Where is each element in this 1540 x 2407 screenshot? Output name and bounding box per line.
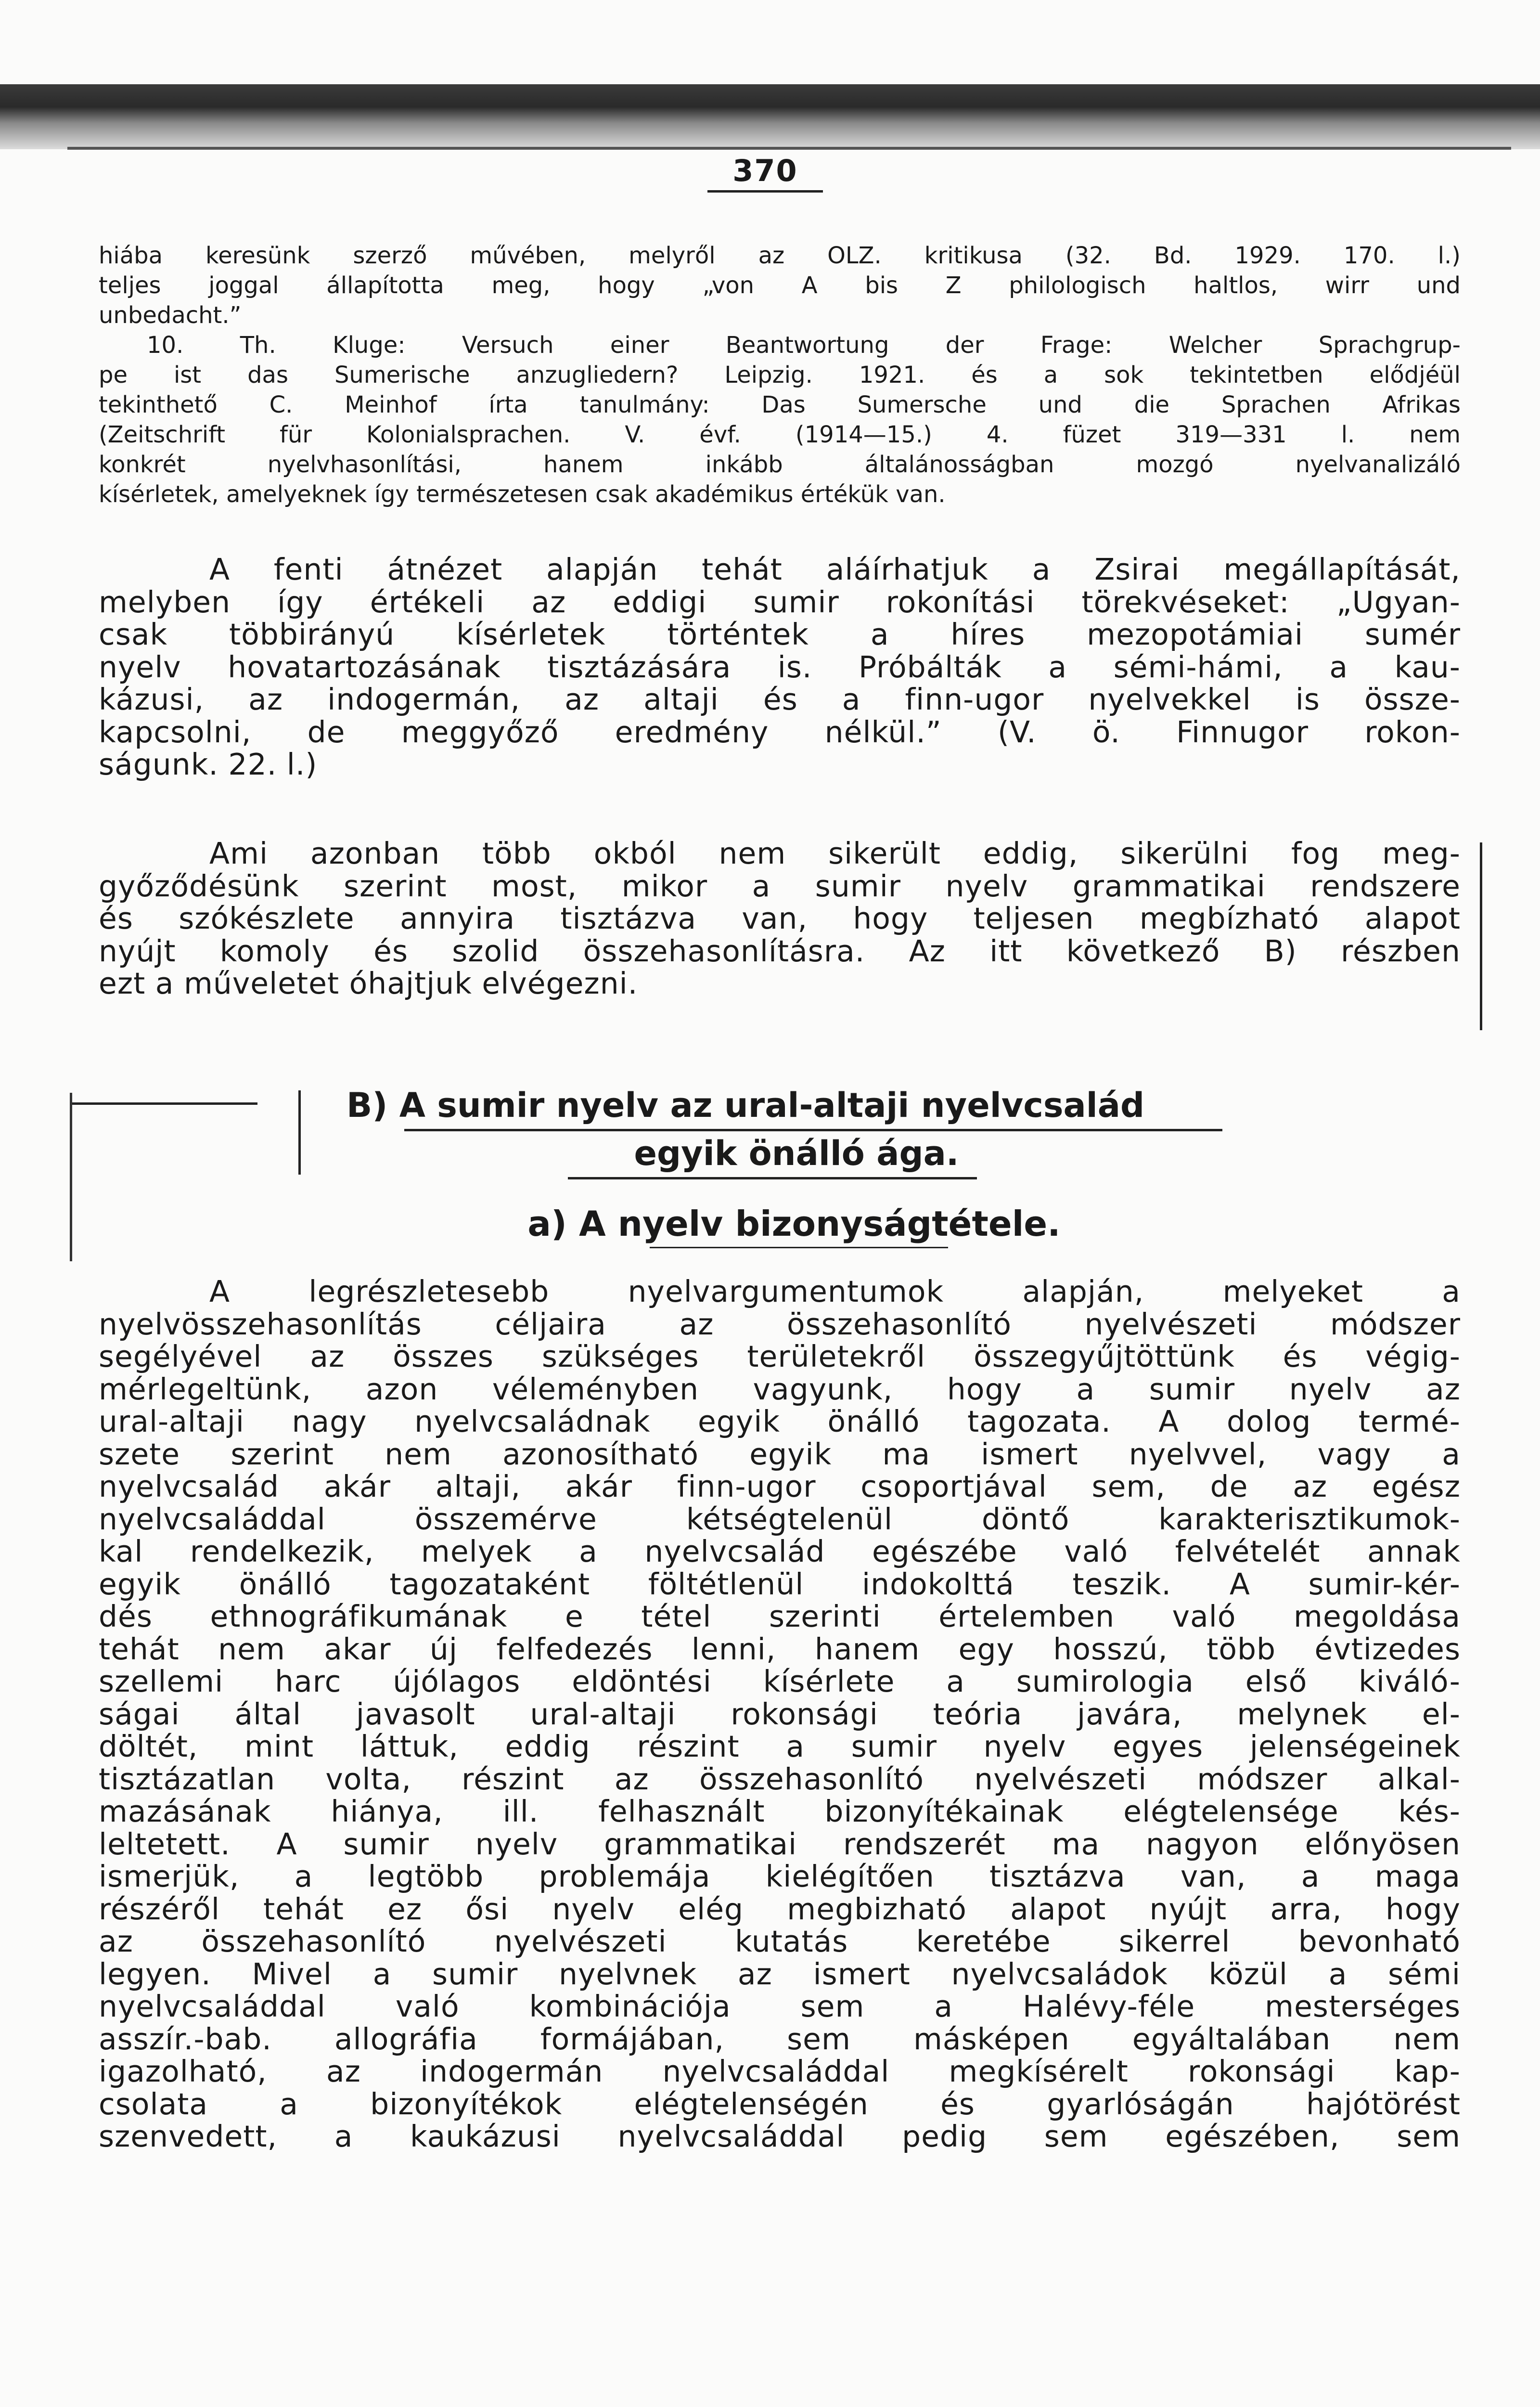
paragraph-line: nyelv hovatartozásának tisztázására is. Próbálták a sémi-hámi, a kau-: [99, 649, 1461, 685]
paragraph-line: tehát nem akar új felfedezés lenni, hanem egy hosszú, több évtizedes: [99, 1631, 1461, 1667]
paragraph-line: és szókészlete annyira tisztázva van, hogy teljesen megbízható alapot: [99, 901, 1461, 936]
paragraph-line: csak többirányú kísérletek történtek a híres mezopotámiai sumér: [99, 617, 1461, 652]
paragraph-line: asszír.-bab. allográfia formájában, sem másképen egyáltalában nem: [99, 2021, 1461, 2057]
paragraph-line: segélyével az összes szükséges területekről összegyűjtöttünk és végig-: [99, 1339, 1461, 1374]
section-heading-continued: egyik önálló ága.: [634, 1134, 959, 1173]
paragraph-line: szellemi harc újólagos eldöntési kísérlete a sumirologia első kiváló-: [99, 1664, 1461, 1699]
footnote-line: kísérletek, amelyeknek így természetesen csak akadémikus értékük van.: [99, 481, 946, 508]
paragraph-line: A fenti átnézet alapján tehát aláírhatjuk a Zsirai megállapítását,: [209, 552, 1461, 587]
footnote-line: 10. Th. Kluge: Versuch einer Beantwortung der Frage: Welcher Sprachgrup-: [147, 332, 1461, 359]
page-number: 370: [732, 153, 798, 188]
subsection-heading: a) A nyelv bizonyságtétele.: [527, 1204, 1061, 1244]
paragraph-line: ural-altaji nagy nyelvcsaládnak egyik önálló tagozata. A dolog termé-: [99, 1404, 1461, 1439]
paragraph-line: Ami azonban több okból nem sikerült eddig, sikerülni fog meg-: [209, 836, 1461, 871]
paragraph-line: ismerjük, a legtöbb problemája kielégítően tisztázva van, a maga: [99, 1859, 1461, 1894]
paragraph-line: nyelvösszehasonlítás céljaira az összehasonlító nyelvészeti módszer: [99, 1307, 1461, 1342]
paragraph-line: kapcsolni, de meggyőző eredmény nélkül.” (V. ö. Finnugor rokon-: [99, 714, 1461, 750]
section-heading-underline-2: [568, 1177, 977, 1179]
paragraph-2: [99, 838, 1461, 1000]
paragraph-3: [99, 1276, 1461, 2153]
paragraph-1: [99, 554, 1461, 781]
paragraph-line: melyben így értékeli az eddigi sumir rokonítási törekvéseket: „Ugyan-: [99, 584, 1461, 620]
scan-top-band: [0, 84, 1540, 149]
paragraph-line: legyen. Mivel a sumir nyelvnek az ismert nyelvcsaládok közül a sémi: [99, 1956, 1461, 1992]
section-heading-underline: [404, 1129, 1222, 1131]
paragraph-line: mazásának hiánya, ill. felhasznált bizonyítékainak elégtelensége kés-: [99, 1794, 1461, 1829]
footnote-line: (Zeitschrift für Kolonialsprachen. V. évf. (1914—15.) 4. füzet 319—331 l. nem: [99, 421, 1461, 448]
paragraph-line: mérlegeltünk, azon véleményben vagyunk, hogy a sumir nyelv az: [99, 1372, 1461, 1407]
paragraph-line: tisztázatlan volta, részint az összehasonlító nyelvészeti módszer alkal-: [99, 1761, 1461, 1797]
section-heading: B) A sumir nyelv az ural-altaji nyelvcsalád: [346, 1086, 1145, 1125]
paragraph-line: csolata a bizonyítékok elégtelenségén és gyarlóságán hajótörést: [99, 2086, 1461, 2122]
heading-bracket: [70, 1102, 257, 1105]
subsection-heading-underline: [650, 1247, 948, 1248]
paragraph-line: részéről tehát ez ősi nyelv elég megbizható alapot nyújt arra, hogy: [99, 1891, 1461, 1927]
footnote-line: pe ist das Sumerische anzugliedern? Leipzig. 1921. és a sok tekintetben elődjéül: [99, 362, 1461, 388]
paragraph-line: nyelvcsaláddal összemérve kétségtelenül döntő karakterisztikumok-: [99, 1501, 1461, 1537]
margin-bar: [1480, 842, 1482, 1030]
footnote-line: hiába keresünk szerző művében, melyről az OLZ. kritikusa (32. Bd. 1929. 170. l.): [99, 242, 1461, 269]
paragraph-line: nyelvcsalád akár altaji, akár finn-ugor csoportjával sem, de az egész: [99, 1469, 1461, 1504]
heading-bracket-vertical: [70, 1093, 72, 1261]
paragraph-line: ságai által javasolt ural-altaji rokonsági teória javára, melynek el-: [99, 1696, 1461, 1732]
footnote-line: unbedacht.”: [99, 302, 242, 329]
paragraph-line: döltét, mint láttuk, eddig részint a sumir nyelv egyes jelenségeinek: [99, 1729, 1461, 1764]
footnote-line: tekinthető C. Meinhof írta tanulmány: Das Sumersche und die Sprachen Afrikas: [99, 391, 1461, 418]
footnote-line: konkrét nyelvhasonlítási, hanem inkább általánosságban mozgó nyelvanalizáló: [99, 451, 1461, 478]
paragraph-line: kal rendelkezik, melyek a nyelvcsalád egészébe való felvételét annak: [99, 1534, 1461, 1569]
paragraph-line: ságunk. 22. l.): [99, 747, 318, 782]
paragraph-line: leltetett. A sumir nyelv grammatikai rendszerét ma nagyon előnyösen: [99, 1826, 1461, 1862]
paragraph-line: kázusi, az indogermán, az altaji és a finn-ugor nyelvekkel is össze-: [99, 682, 1461, 717]
paragraph-line: szenvedett, a kaukázusi nyelvcsaláddal pedig sem egészében, sem: [99, 2119, 1461, 2154]
page-number-underline: [707, 190, 823, 193]
paragraph-line: nyelvcsaláddal való kombinációja sem a Halévy-féle mesterséges: [99, 1989, 1461, 2024]
paragraph-line: egyik önálló tagozataként föltétlenül indokolttá teszik. A sumir-kér-: [99, 1566, 1461, 1602]
paragraph-line: igazolható, az indogermán nyelvcsaláddal megkísérelt rokonsági kap-: [99, 2054, 1461, 2089]
footnote-line: teljes joggal állapította meg, hogy „von A bis Z philologisch haltlos, wirr und: [99, 272, 1461, 299]
paragraph-line: A legrészletesebb nyelvargumentumok alapján, melyeket a: [209, 1274, 1461, 1309]
header-rule: [67, 147, 1511, 150]
paragraph-line: az összehasonlító nyelvészeti kutatás keretébe sikerrel bevonható: [99, 1924, 1461, 1959]
heading-left-bar: [298, 1090, 301, 1175]
footnote-block: [99, 241, 1461, 509]
paragraph-line: győződésünk szerint most, mikor a sumir nyelv grammatikai rendszere: [99, 868, 1461, 904]
paragraph-line: ezt a műveletet óhajtjuk elvégezni.: [99, 966, 638, 1001]
paragraph-line: nyújt komoly és szolid összehasonlításra. Az itt következő B) részben: [99, 933, 1461, 969]
paragraph-line: dés ethnográfikumának e tétel szerinti értelemben való megoldása: [99, 1599, 1461, 1634]
paragraph-line: szete szerint nem azonosítható egyik ma ismert nyelvvel, vagy a: [99, 1436, 1461, 1472]
